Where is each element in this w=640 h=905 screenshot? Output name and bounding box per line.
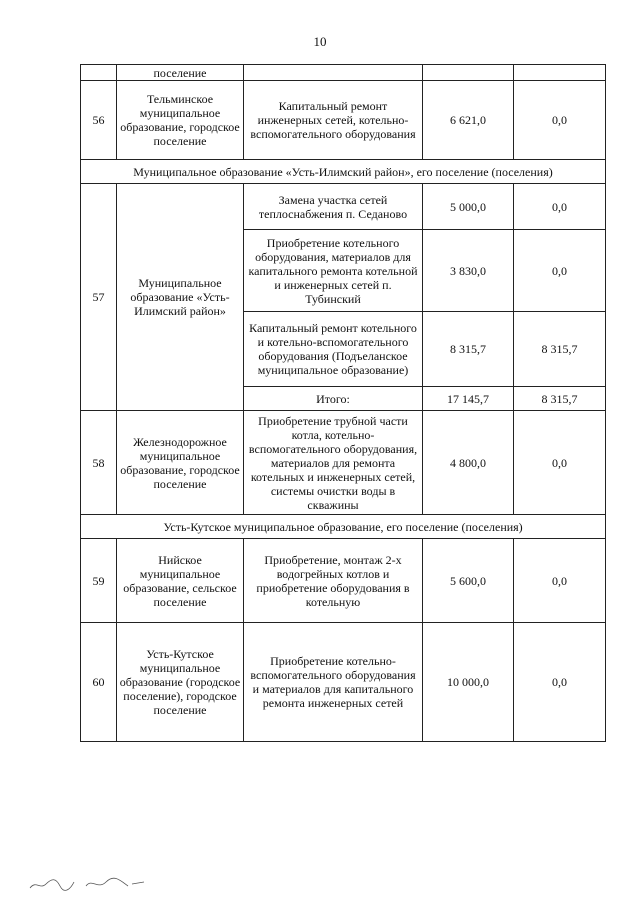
section-row [81, 160, 606, 184]
amount1-cell [423, 65, 514, 81]
amount1-cell: 3 830,0 [423, 230, 514, 312]
amount1-cell: 17 145,7 [423, 387, 514, 411]
amount2-cell: 0,0 [514, 539, 606, 623]
total-label: Итого: [244, 387, 423, 411]
amount1-cell: 5 600,0 [423, 539, 514, 623]
section-heading: Муниципальное образование «Усть-Илимский район», его поселение (поселения) [81, 160, 606, 184]
work-cell: Капитальный ремонт котельного и котельно-вспомогательного оборудования (Подъеланское муниципальное образование) [244, 312, 423, 387]
amount1-cell: 8 315,7 [423, 312, 514, 387]
num-cell: 59 [81, 539, 117, 623]
work-cell: Капитальный ремонт инженерных сетей, котельно-вспомогательного оборудования [244, 81, 423, 160]
amount2-cell: 0,0 [514, 230, 606, 312]
work-cell: Приобретение котельно-вспомогательного оборудования и материалов для капитального ремонта инженерных сетей [244, 623, 423, 742]
table-row [81, 539, 606, 623]
work-cell: Замена участка сетей теплоснабжения п. Седаново [244, 184, 423, 230]
amount1-cell: 4 800,0 [423, 411, 514, 515]
municipality-cell: поселение [117, 65, 244, 81]
section-row [81, 515, 606, 539]
municipality-cell: Железнодорожное муниципальное образование, городское поселение [117, 411, 244, 515]
handwritten-mark [28, 872, 148, 894]
table-row-continuation [81, 65, 606, 81]
amount1-cell: 10 000,0 [423, 623, 514, 742]
municipality-cell: Тельминское муниципальное образование, городское поселение [117, 81, 244, 160]
table-row [81, 411, 606, 515]
num-cell: 58 [81, 411, 117, 515]
work-cell: Приобретение котельного оборудования, материалов для капитального ремонта котельной и инженерных сетей п. Тубинский [244, 230, 423, 312]
funding-table [80, 64, 606, 742]
amount2-cell: 0,0 [514, 81, 606, 160]
table-row [81, 81, 606, 160]
municipality-cell: Нийское муниципальное образование, сельское поселение [117, 539, 244, 623]
num-cell: 57 [81, 184, 117, 411]
amount1-cell: 6 621,0 [423, 81, 514, 160]
num-cell: 56 [81, 81, 117, 160]
work-cell: Приобретение трубной части котла, котельно-вспомогательного оборудования, материалов для ремонта котельных и инженерных сетей, системы очистки воды в скважины [244, 411, 423, 515]
work-cell: Приобретение, монтаж 2-х водогрейных котлов и приобретение оборудования в котельную [244, 539, 423, 623]
num-cell: 60 [81, 623, 117, 742]
amount2-cell: 0,0 [514, 184, 606, 230]
table-row [81, 184, 606, 230]
amount2-cell: 8 315,7 [514, 387, 606, 411]
municipality-cell: Муниципальное образование «Усть-Илимский район» [117, 184, 244, 411]
amount2-cell: 0,0 [514, 623, 606, 742]
page-number: 10 [313, 34, 327, 49]
section-heading: Усть-Кутское муниципальное образование, его поселение (поселения) [81, 515, 606, 539]
num-cell [81, 65, 117, 81]
amount2-cell [514, 65, 606, 81]
work-cell [244, 65, 423, 81]
amount1-cell: 5 000,0 [423, 184, 514, 230]
amount2-cell: 0,0 [514, 411, 606, 515]
amount2-cell: 8 315,7 [514, 312, 606, 387]
municipality-cell: Усть-Кутское муниципальное образование (городское поселение), городское поселение [117, 623, 244, 742]
table-row [81, 623, 606, 742]
